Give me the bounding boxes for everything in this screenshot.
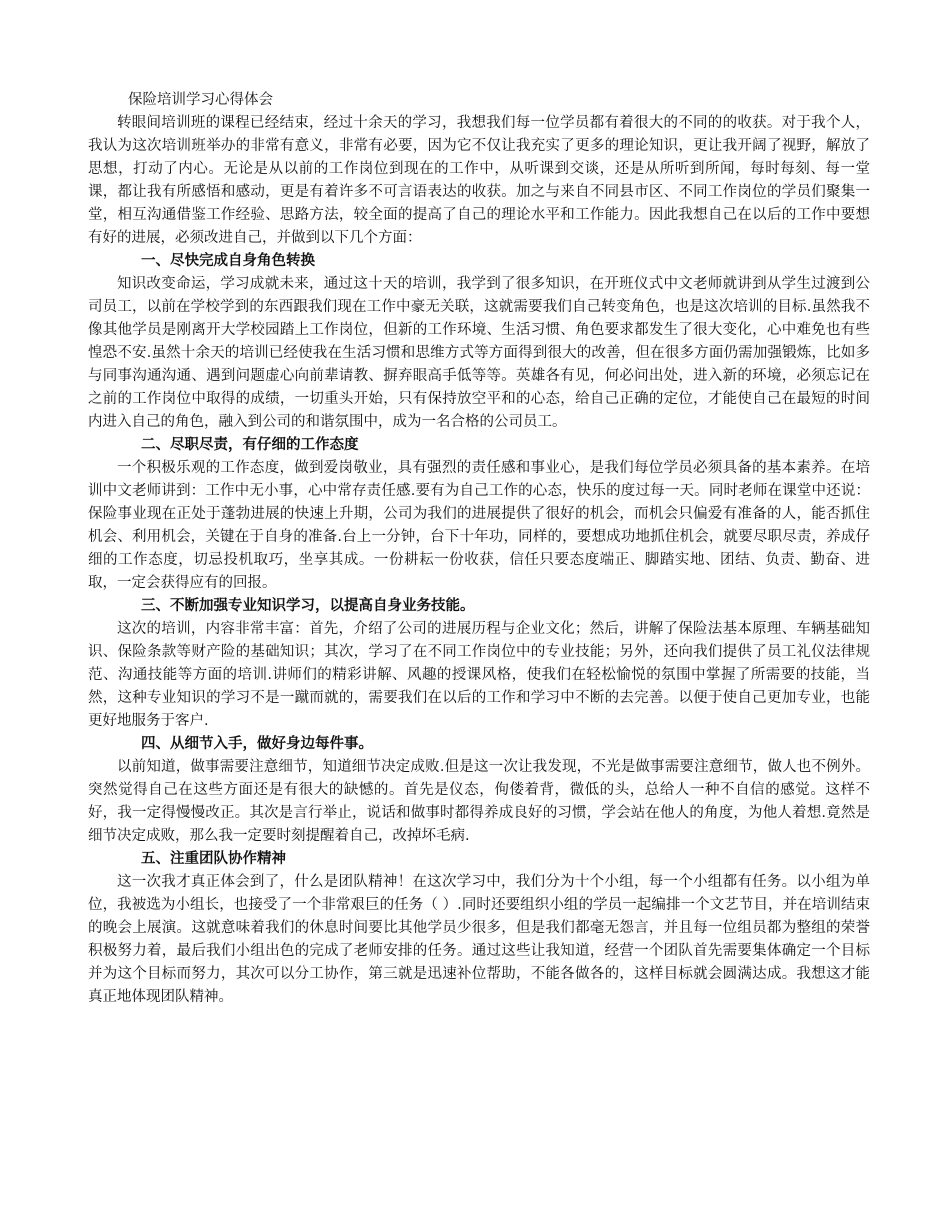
section-body-teamwork: 这一次我才真正体会到了，什么是团队精神！在这次学习中，我们分为十个小组，每一个小组都有任务。以小组为单位，我被选为小组长，也接受了一个非常艰巨的任务（ ）.同时还要组织小组的学员一起编排一个文艺节目，并在培训结束的晚会上展演。这就意味着我们的休息时间要比其他学员少很多，但是我们都毫无怨言，并且每一位组员都为整组的荣誉积极努力着，最后我们小组出色的完成了老师安排的任务。通过这些让我知道，经营一个团队首先需要集体确定一个目标并为这个目标而努力，其次可以分工协作，第三就是迅速补位帮助，不能各做各的，这样目标就会圆满达成。我想这才能真正地体现团队精神。	[88, 874, 870, 1005]
section-body-professional-learning: 这次的培训，内容非常丰富：首先，介绍了公司的进展历程与企业文化；然后，讲解了保险法基本原理、车辆基础知识、保险条款等财产险的基础知识；其次，学习了在不同工作岗位中的专业技能；另外，还向我们提供了员工礼仪法律规范、沟通技能等方面的培训.讲师们的精彩讲解、风趣的授课风格，使我们在轻松愉悦的氛围中掌握了所需要的技能，当然，这种专业知识的学习不是一蹴而就的，需要我们在以后的工作和学习中不断的去完善。以便于使自己更加专业，也能更好地服务于客户.	[88, 621, 870, 729]
section-heading-role-transition: 一、尽快完成自身角色转换	[141, 253, 315, 269]
document-title: 保险培训学习心得体会	[128, 92, 273, 108]
document-page	[88, 89, 870, 1009]
section-heading-work-attitude: 二、尽职尽责，有仔细的工作态度	[141, 437, 359, 453]
section-body-role-transition: 知识改变命运，学习成就未来，通过这十天的培训，我学到了很多知识，在开班仪式中文老师就讲到从学生过渡到公司员工，以前在学校学到的东西跟我们现在工作中豪无关联，这就需要我们自己转变角色，也是这次培训的目标.虽然我不像其他学员是刚离开大学校园踏上工作岗位，但新的工作环境、生活习惯、角色要求都发生了很大变化，心中难免也有些惶恐不安.虽然十余天的培训已经使我在生活习惯和思维方式等方面得到很大的改善，但在很多方面仍需加强锻炼，比如多与同事沟通沟通、遇到问题虚心向前辈请教、摒弃眼高手低等等。英雄各有见，何必问出处，进入新的环境，必须忘记在之前的工作岗位中取得的成绩，一切重头开始，只有保持放空平和的心态，给自己正确的定位，才能使自己在最短的时间内进入自己的角色，融入到公司的和谐氛围中，成为一名合格的公司员工。	[88, 276, 870, 430]
section-heading-professional-learning: 三、不断加强专业知识学习，以提高自身业务技能。	[141, 598, 475, 614]
section-body-work-attitude: 一个积极乐观的工作态度，做到爱岗敬业，具有强烈的责任感和事业心，是我们每位学员必须具备的基本素养。在培训中文老师讲到：工作中无小事，心中常存责任感.要有为自己工作的心态，快乐的度过每一天。同时老师在课堂中还说：保险事业现在正处于蓬勃进展的快速上升期，公司为我们的进展提供了很好的机会，而机会只偏爱有准备的人，能否抓住机会、利用机会，关键在于自身的准备.台上一分钟，台下十年功，同样的，要想成功地抓住机会，就要尽职尽责，养成仔细的工作态度，切忌投机取巧，坐享其成。一份耕耘一份收获，信任只要态度端正、脚踏实地、团结、负责、勤奋、进取，一定会获得应有的回报。	[88, 460, 870, 591]
section-heading-details: 四、从细节入手，做好身边每件事。	[141, 736, 373, 752]
section-heading-teamwork: 五、注重团队协作精神	[141, 851, 286, 867]
section-body-details: 以前知道，做事需要注意细节，知道细节决定成败.但是这一次让我发现，不光是做事需要注意细节，做人也不例外。突然觉得自己在这些方面还是有很大的缺憾的。首先是仪态，佝偻着背，微低的头，总给人一种不自信的感觉。这样不好，我一定得慢慢改正。其次是言行举止，说话和做事时都得养成良好的习惯，学会站在他人的角度，为他人着想.竟然是细节决定成败，那么我一定要时刻提醒着自己，改掉坏毛病.	[88, 759, 870, 844]
intro-paragraph: 转眼间培训班的课程已经结束，经过十余天的学习，我想我们每一位学员都有着很大的不同的的收获。对于我个人，我认为这次培训班举办的非常有意义，非常有必要，因为它不仅让我充实了更多的理论知识，更让我开阔了视野，解放了思想，打动了内心。无论是从以前的工作岗位到现在的工作中，从听课到交谈，还是从所听到所闻，每时每刻、每一堂课，都让我有所感悟和感动，更是有着许多不可言语表达的收获。加之与来自不同县市区、不同工作岗位的学员们聚集一堂，相互沟通借鉴工作经验、思路方法，较全面的提高了自己的理论水平和工作能力。因此我想自己在以后的工作中要想有好的进展，必须改进自己，并做到以下几个方面：	[88, 115, 870, 246]
